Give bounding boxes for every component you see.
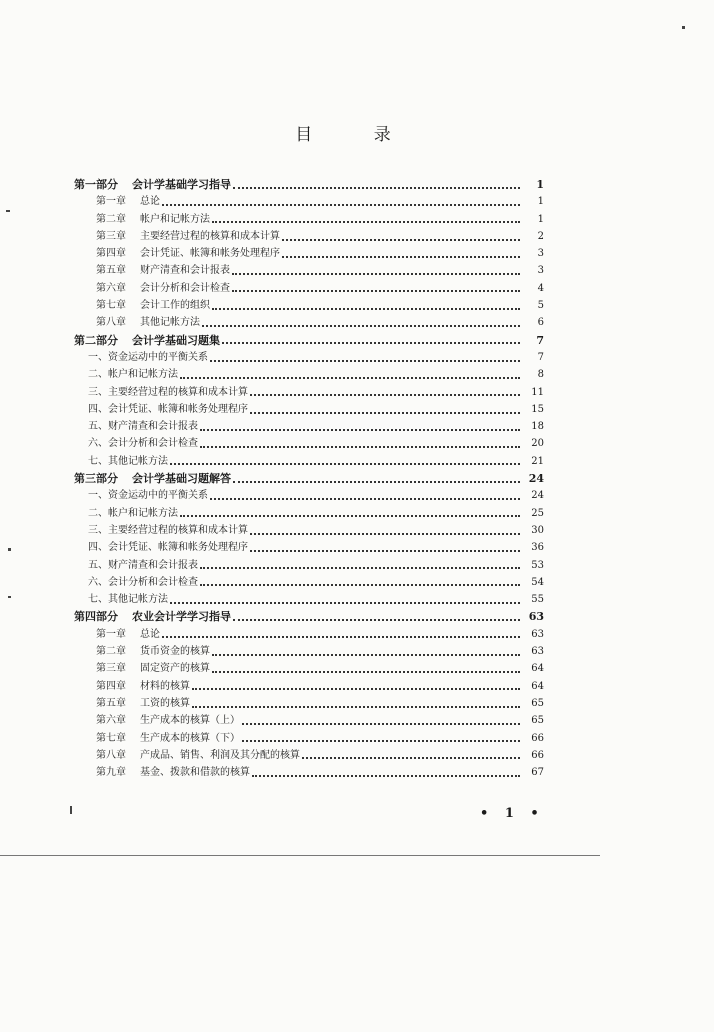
dot-leader xyxy=(162,636,520,638)
toc-entry-page: 1 xyxy=(536,178,544,191)
toc-entry-page: 25 xyxy=(531,507,544,519)
toc-entry-title: 固定资产的核算 xyxy=(140,663,210,675)
toc-entry-number: 第六章 xyxy=(96,282,126,294)
toc-row-item xyxy=(74,366,544,383)
toc-entry-page: 63 xyxy=(531,646,544,658)
toc-entry-title: 三、主要经营过程的核算和成本计算 xyxy=(88,386,248,398)
toc-row-chapter xyxy=(74,660,544,677)
toc-entry-page: 55 xyxy=(531,594,544,606)
dot-leader xyxy=(180,377,520,379)
dot-leader xyxy=(233,481,520,483)
toc-row-chapter xyxy=(74,695,544,712)
toc-entry-label xyxy=(96,695,190,712)
toc-entry-title: 农业会计学学习指导 xyxy=(132,610,231,624)
toc-entry-number: 第二部分 xyxy=(74,333,118,347)
toc-entry-label xyxy=(96,747,300,764)
toc-entry-label xyxy=(96,228,280,245)
page-number: • 1 • xyxy=(480,806,545,821)
toc-entry-label xyxy=(88,435,198,452)
toc-entry-number: 第二章 xyxy=(96,213,126,225)
toc-row-item xyxy=(74,487,544,504)
toc-entry-page: 64 xyxy=(531,680,544,692)
toc-row-chapter xyxy=(74,211,544,228)
toc-entry-number: 第三章 xyxy=(96,663,126,675)
dot-leader xyxy=(250,550,520,552)
dot-leader xyxy=(210,498,520,500)
toc-entry-page: 63 xyxy=(528,610,544,624)
toc-entry-label xyxy=(88,539,248,556)
toc-entry-page: 7 xyxy=(536,333,544,347)
toc-entry-title: 四、会计凭证、帐簿和帐务处理程序 xyxy=(88,542,248,554)
toc-entry-label xyxy=(96,262,230,279)
toc-entry-title: 会计学基础学习指导 xyxy=(132,178,231,191)
toc-entry-page: 21 xyxy=(531,455,544,467)
toc-entry-label xyxy=(88,574,198,591)
toc-entry-number: 第四章 xyxy=(96,248,126,260)
toc-row-item xyxy=(74,418,544,435)
toc-entry-label xyxy=(74,608,231,625)
toc-row-chapter xyxy=(74,730,544,747)
toc-entry-page: 67 xyxy=(531,767,544,779)
dot-leader xyxy=(282,239,520,241)
toc-entry-label xyxy=(96,193,160,210)
toc-entry-title: 会计学基础习题解答 xyxy=(132,472,231,486)
toc-entry-title: 总论 xyxy=(140,196,160,208)
toc-row-chapter xyxy=(74,764,544,781)
toc-entry-number: 第九章 xyxy=(96,767,126,779)
toc-entry-number: 第八章 xyxy=(96,749,126,761)
scan-speck xyxy=(8,548,11,551)
toc-entry-title: 生产成本的核算（下） xyxy=(140,732,240,744)
dot-leader xyxy=(200,429,520,431)
dot-leader xyxy=(202,325,520,327)
dot-leader xyxy=(233,187,520,189)
dot-leader xyxy=(250,394,520,396)
toc-entry-page: 54 xyxy=(531,576,544,588)
toc-row-chapter xyxy=(74,297,544,314)
toc-entry-page: 1 xyxy=(537,213,544,225)
scan-edge-line xyxy=(0,855,600,856)
toc-entry-label xyxy=(88,401,248,418)
toc-row-chapter xyxy=(74,314,544,331)
toc-entry-title: 其他记帐方法 xyxy=(140,317,200,329)
dot-leader xyxy=(180,515,520,517)
toc-entry-title: 六、会计分析和会计检查 xyxy=(88,438,198,450)
toc-entry-label xyxy=(96,626,160,643)
toc-entry-label xyxy=(88,418,198,435)
toc-entry-page: 66 xyxy=(531,749,544,761)
toc-entry-title: 财产清查和会计报表 xyxy=(140,265,230,277)
toc-entry-page: 3 xyxy=(537,248,544,260)
toc-entry-title: 五、财产清查和会计报表 xyxy=(88,559,198,571)
dot-leader xyxy=(252,775,520,777)
toc-entry-title: 一、资金运动中的平衡关系 xyxy=(88,351,208,363)
scan-speck xyxy=(8,596,11,598)
dot-leader xyxy=(212,671,520,673)
toc-entry-label xyxy=(88,591,168,608)
toc-entry-title: 七、其他记帐方法 xyxy=(88,594,168,606)
toc-entry-label xyxy=(88,487,208,504)
scan-speck xyxy=(682,26,685,29)
dot-leader xyxy=(192,688,520,690)
toc-entry-number: 第一部分 xyxy=(74,178,118,191)
toc-row-chapter xyxy=(74,245,544,262)
toc-entry-title: 二、帐户和记帐方法 xyxy=(88,507,178,519)
dot-leader xyxy=(250,533,520,535)
toc-entry-label xyxy=(96,280,230,297)
dot-leader xyxy=(222,342,520,344)
toc-entry-title: 基金、拨款和借款的核算 xyxy=(140,767,250,779)
toc-entry-page: 6 xyxy=(537,317,544,329)
toc-entry-label xyxy=(96,660,210,677)
dot-leader xyxy=(210,360,520,362)
toc-entry-title: 六、会计分析和会计检查 xyxy=(88,576,198,588)
toc-row-chapter xyxy=(74,626,544,643)
toc-entry-label xyxy=(96,764,250,781)
toc-row-part xyxy=(74,176,544,193)
toc-entry-page: 24 xyxy=(528,472,544,486)
toc-entry-number: 第四部分 xyxy=(74,610,118,624)
toc-entry-label xyxy=(96,211,210,228)
toc-entry-number: 第三部分 xyxy=(74,472,118,486)
toc-entry-title: 四、会计凭证、帐簿和帐务处理程序 xyxy=(88,403,248,415)
toc-entry-number: 第一章 xyxy=(96,196,126,208)
toc-row-chapter xyxy=(74,193,544,210)
toc-entry-title: 三、主要经营过程的核算和成本计算 xyxy=(88,524,248,536)
dot-leader xyxy=(200,567,520,569)
toc-row-item xyxy=(74,505,544,522)
toc-entry-label xyxy=(88,505,178,522)
toc-entry-label xyxy=(88,349,208,366)
toc-row-item xyxy=(74,401,544,418)
toc-entry-title: 会计工作的组织 xyxy=(140,300,210,312)
toc-entry-number: 第六章 xyxy=(96,715,126,727)
dot-leader xyxy=(232,290,520,292)
toc-row-chapter xyxy=(74,228,544,245)
toc-entry-label xyxy=(96,245,280,262)
toc-row-chapter xyxy=(74,262,544,279)
toc-entry-page: 4 xyxy=(537,282,544,294)
toc-row-part xyxy=(74,332,544,349)
toc-entry-title: 产成品、销售、利润及其分配的核算 xyxy=(140,749,300,761)
toc-entry-number: 第八章 xyxy=(96,317,126,329)
toc-entry-page: 2 xyxy=(537,230,544,242)
toc-entry-page: 63 xyxy=(531,628,544,640)
toc-row-part xyxy=(74,470,544,487)
toc-row-chapter xyxy=(74,747,544,764)
toc-entry-page: 53 xyxy=(531,559,544,571)
toc-entry-page: 8 xyxy=(537,369,544,381)
toc-row-item xyxy=(74,349,544,366)
dot-leader xyxy=(212,654,520,656)
scan-speck xyxy=(6,210,10,212)
toc-entry-page: 65 xyxy=(531,715,544,727)
toc-entry-label xyxy=(96,314,200,331)
toc-entry-page: 3 xyxy=(537,265,544,277)
toc-entry-label xyxy=(88,453,168,470)
toc-entry-title: 一、资金运动中的平衡关系 xyxy=(88,490,208,502)
toc-entry-title: 生产成本的核算（上） xyxy=(140,715,240,727)
toc-entry-label xyxy=(74,176,231,193)
dot-leader xyxy=(242,740,520,742)
toc-entry-page: 20 xyxy=(531,438,544,450)
toc-entry-number: 第七章 xyxy=(96,732,126,744)
toc-entry-label xyxy=(96,678,190,695)
toc-entry-title: 货币资金的核算 xyxy=(140,646,210,658)
toc-entry-page: 1 xyxy=(537,196,544,208)
toc-row-item xyxy=(74,539,544,556)
toc-entry-number: 第三章 xyxy=(96,230,126,242)
page-title: 目 录 xyxy=(295,125,419,145)
toc-entry-title: 总论 xyxy=(140,628,160,640)
toc-entry-label xyxy=(74,470,231,487)
toc-entry-label xyxy=(96,712,240,729)
toc-entry-label xyxy=(88,557,198,574)
scan-speck xyxy=(70,806,72,814)
dot-leader xyxy=(242,723,520,725)
toc-entry-number: 第四章 xyxy=(96,680,126,692)
dot-leader xyxy=(233,619,520,621)
toc-row-item xyxy=(74,522,544,539)
toc-entry-title: 五、财产清查和会计报表 xyxy=(88,421,198,433)
toc-entry-title: 七、其他记帐方法 xyxy=(88,455,168,467)
dot-leader xyxy=(302,757,520,759)
toc-entry-number: 第五章 xyxy=(96,697,126,709)
dot-leader xyxy=(200,446,520,448)
toc-entry-page: 36 xyxy=(531,542,544,554)
toc-row-part xyxy=(74,608,544,625)
toc-entry-label xyxy=(88,366,178,383)
toc-entry-title: 主要经营过程的核算和成本计算 xyxy=(140,230,280,242)
toc-entry-page: 5 xyxy=(537,300,544,312)
toc-entry-title: 工资的核算 xyxy=(140,697,190,709)
toc-entry-title: 材料的核算 xyxy=(140,680,190,692)
dot-leader xyxy=(192,706,520,708)
toc-entry-title: 会计学基础习题集 xyxy=(132,333,220,347)
toc-entry-title: 会计凭证、帐簿和帐务处理程序 xyxy=(140,248,280,260)
toc-entry-page: 65 xyxy=(531,697,544,709)
dot-leader xyxy=(162,204,520,206)
dot-leader xyxy=(250,412,520,414)
toc-row-item xyxy=(74,453,544,470)
dot-leader xyxy=(200,584,520,586)
toc-row-chapter xyxy=(74,643,544,660)
toc-entry-label xyxy=(96,297,210,314)
toc-entry-title: 二、帐户和记帐方法 xyxy=(88,369,178,381)
toc-entry-label xyxy=(88,522,248,539)
dot-leader xyxy=(170,602,520,604)
toc-row-chapter xyxy=(74,280,544,297)
toc-entry-page: 7 xyxy=(537,351,544,363)
toc-entry-page: 18 xyxy=(531,421,544,433)
dot-leader xyxy=(282,256,520,258)
dot-leader xyxy=(232,273,520,275)
toc-row-item xyxy=(74,557,544,574)
table-of-contents xyxy=(74,176,544,781)
toc-entry-title: 帐户和记帐方法 xyxy=(140,213,210,225)
toc-entry-label xyxy=(88,384,248,401)
dot-leader xyxy=(212,221,520,223)
toc-row-chapter xyxy=(74,712,544,729)
toc-entry-page: 64 xyxy=(531,663,544,675)
toc-entry-label xyxy=(96,643,210,660)
toc-entry-page: 30 xyxy=(531,524,544,536)
toc-row-item xyxy=(74,384,544,401)
toc-row-item xyxy=(74,574,544,591)
toc-entry-page: 66 xyxy=(531,732,544,744)
toc-entry-number: 第七章 xyxy=(96,300,126,312)
toc-entry-label xyxy=(96,730,240,747)
dot-leader xyxy=(212,308,520,310)
toc-entry-number: 第五章 xyxy=(96,265,126,277)
toc-entry-page: 24 xyxy=(531,490,544,502)
toc-entry-label xyxy=(74,332,220,349)
toc-entry-number: 第二章 xyxy=(96,646,126,658)
toc-row-chapter xyxy=(74,678,544,695)
toc-entry-page: 11 xyxy=(531,386,544,398)
toc-row-item xyxy=(74,435,544,452)
toc-entry-page: 15 xyxy=(531,403,544,415)
toc-entry-number: 第一章 xyxy=(96,628,126,640)
dot-leader xyxy=(170,463,520,465)
toc-row-item xyxy=(74,591,544,608)
toc-entry-title: 会计分析和会计检查 xyxy=(140,282,230,294)
